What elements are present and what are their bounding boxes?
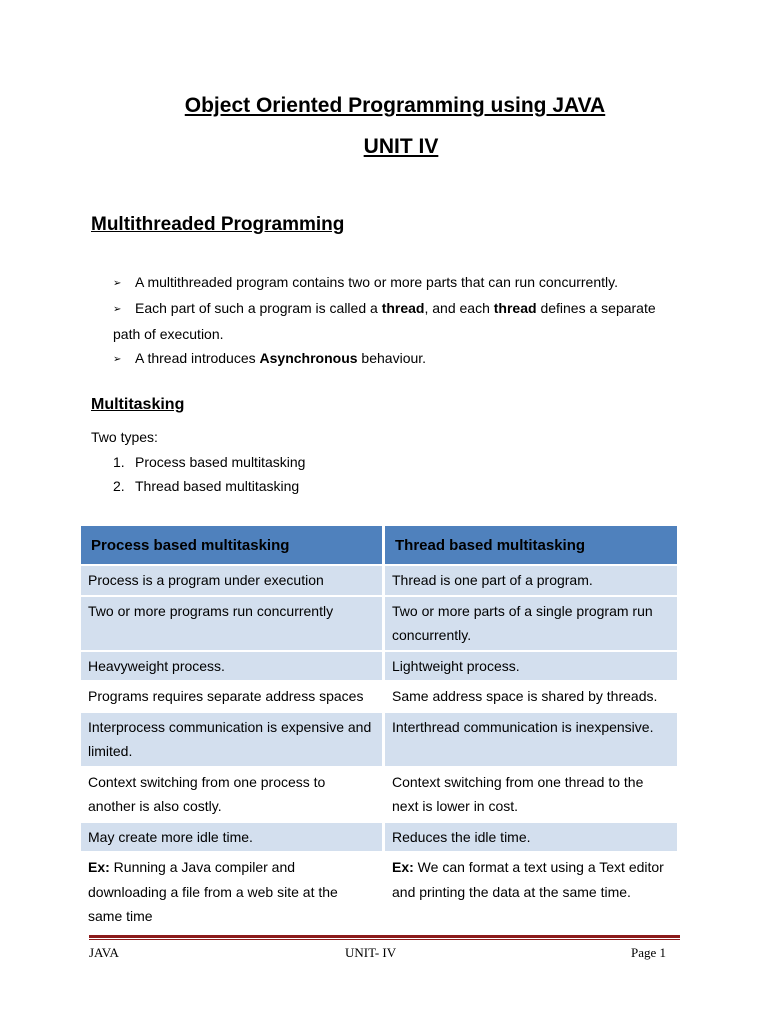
- footer-divider-thin: [89, 939, 680, 940]
- footer-center: UNIT- IV: [345, 945, 397, 960]
- bullet-item: [113, 346, 683, 372]
- table-cell: Process is a program under execution: [81, 564, 385, 595]
- bullet-text: defines a separate path of execution.: [113, 300, 656, 342]
- table-cell: Context switching from one process to another is also costly.: [81, 766, 385, 821]
- table-cell: Two or more programs run concurrently: [81, 595, 385, 650]
- section-heading-multitasking: Multitasking: [91, 396, 185, 413]
- table-cell: May create more idle time.: [81, 821, 385, 852]
- example-label: Ex:: [88, 859, 110, 875]
- header-process: Process based multitasking: [81, 526, 385, 564]
- table-cell: Two or more parts of a single program run concurrently.: [385, 595, 680, 650]
- table-row: [81, 711, 680, 766]
- bold-term: Asynchronous: [259, 350, 358, 366]
- example-text: We can format a text using a Text editor and printing the data at the same time.: [392, 859, 664, 900]
- table-row: [81, 595, 680, 650]
- bullet-item: [113, 296, 683, 346]
- list-item: [113, 450, 305, 474]
- bullet-text: A thread introduces: [135, 350, 260, 366]
- footer-divider: [89, 935, 680, 938]
- bullet-text: behaviour.: [357, 350, 427, 366]
- table-cell: Heavyweight process.: [81, 650, 385, 681]
- table-cell: Programs requires separate address spaces: [81, 680, 385, 711]
- arrow-bullet-icon: ➢: [113, 354, 122, 365]
- table-row: [81, 851, 680, 931]
- section-heading-multithreaded: Multithreaded Programming: [91, 214, 345, 235]
- table-cell: Reduces the idle time.: [385, 821, 680, 852]
- bold-term: thread: [381, 300, 425, 316]
- bold-term: thread: [493, 300, 537, 316]
- table-header-row: [81, 526, 680, 564]
- table-row: [81, 680, 680, 711]
- document-title: Object Oriented Programming using JAVA: [184, 94, 606, 117]
- bullet-text: A multithreaded program contains two or more parts that can run concurrently.: [135, 274, 618, 290]
- table-cell: [81, 851, 385, 931]
- table-row: [81, 766, 680, 821]
- arrow-bullet-icon: ➢: [113, 304, 122, 315]
- list-text: Process based multitasking: [135, 454, 306, 470]
- example-text: Running a Java compiler and downloading a file from a web site at the same time: [88, 859, 338, 924]
- list-number: 2.: [113, 478, 125, 494]
- bullet-list: [113, 270, 683, 372]
- bullet-item: [113, 270, 683, 296]
- numbered-list: [113, 450, 305, 498]
- table-cell: Context switching from one thread to the next is lower in cost.: [385, 766, 680, 821]
- table-cell: Lightweight process.: [385, 650, 680, 681]
- list-text: Thread based multitasking: [135, 478, 300, 494]
- unit-title: UNIT IV: [363, 135, 439, 158]
- table-cell: Same address space is shared by threads.: [385, 680, 680, 711]
- table-cell: Interprocess communication is expensive and limited.: [81, 711, 385, 766]
- comparison-table: [81, 526, 680, 931]
- bullet-text: , and each: [424, 300, 494, 316]
- list-item: [113, 474, 305, 498]
- footer-page-number: Page 1: [631, 945, 667, 960]
- header-thread: Thread based multitasking: [385, 526, 680, 564]
- table-row: [81, 650, 680, 681]
- footer-left: JAVA: [89, 945, 119, 960]
- table-cell: Thread is one part of a program.: [385, 564, 680, 595]
- example-label: Ex:: [392, 859, 414, 875]
- intro-text: Two types:: [91, 429, 158, 445]
- arrow-bullet-icon: ➢: [113, 278, 122, 289]
- bullet-text: Each part of such a program is called a: [135, 300, 382, 316]
- table-cell: [385, 851, 680, 931]
- table-cell: Interthread communication is inexpensive.: [385, 711, 680, 766]
- table-row: [81, 821, 680, 852]
- table-row: [81, 564, 680, 595]
- list-number: 1.: [113, 454, 125, 470]
